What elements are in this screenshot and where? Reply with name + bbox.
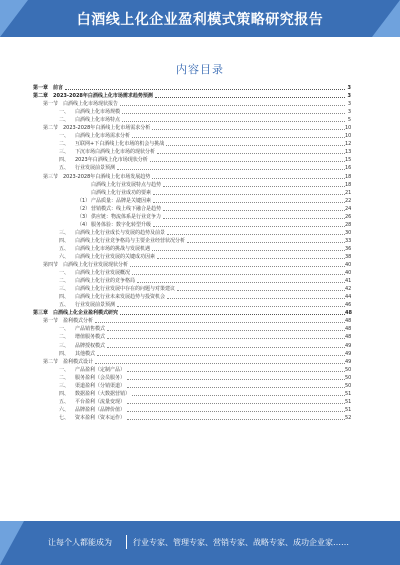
- toc-entry[interactable]: [33, 406, 351, 414]
- toc-leader-dots: [132, 269, 345, 275]
- toc-entry-page: 30: [345, 229, 352, 236]
- toc-entry-page: 48: [345, 334, 352, 341]
- toc-entry-page: 3: [347, 93, 351, 100]
- toc-entry-number: 二、: [59, 334, 70, 341]
- toc-entry-text: 资本盈利（资本运作）: [75, 414, 126, 421]
- toc-entry-page: 38: [345, 253, 352, 260]
- toc-entry-text: 渠道盈利（分销渠道）: [75, 382, 126, 389]
- toc-entry-page: 10: [345, 125, 352, 132]
- toc-leader-dots: [127, 382, 345, 388]
- toc-leader-dots: [127, 374, 345, 380]
- toc-entry-text: 白酒线上化行业发展现状分析: [63, 262, 129, 269]
- toc-entry-page: 50: [345, 382, 352, 389]
- toc-leader-dots: [153, 197, 345, 203]
- toc-entry[interactable]: [33, 245, 351, 253]
- toc-entry-page: 48: [345, 318, 352, 325]
- toc-entry-page: 13: [345, 149, 352, 156]
- toc-entry-text: 服务盈利（会员服务）: [75, 374, 126, 381]
- toc-entry-number: 一、: [59, 270, 70, 277]
- toc-leader-dots: [137, 277, 345, 283]
- toc-leader-dots: [152, 173, 345, 179]
- toc-entry[interactable]: [33, 398, 351, 406]
- footer-accent: [0, 521, 24, 565]
- toc-entry[interactable]: [33, 164, 351, 172]
- toc-entry-number: 二、: [59, 374, 70, 381]
- toc-entry-text: 产品盈利（定制产品）: [75, 366, 126, 373]
- page-footer: [0, 521, 400, 565]
- toc-entry-text: 服务体验：数字化转型升级: [91, 221, 152, 228]
- toc-entry[interactable]: [33, 140, 351, 148]
- toc-entry[interactable]: [33, 317, 351, 325]
- toc-entry-page: 51: [345, 406, 352, 413]
- toc-entry[interactable]: [33, 285, 351, 293]
- toc-leader-dots: [127, 414, 345, 420]
- toc-entry[interactable]: [33, 414, 351, 422]
- toc-entry-page: 18: [345, 173, 352, 180]
- toc-entry-number: 第一节: [43, 318, 59, 325]
- toc-entry-number: 一、: [59, 133, 70, 140]
- toc-entry[interactable]: [33, 181, 351, 189]
- toc-entry[interactable]: [33, 124, 351, 132]
- toc-entry-text: 白酒线上化行业发展特点与趋势: [91, 181, 162, 188]
- toc-leader-dots: [127, 398, 345, 404]
- toc-entry[interactable]: [33, 390, 351, 398]
- toc-entry[interactable]: [33, 116, 351, 124]
- toc-entry-page: 24: [345, 205, 352, 212]
- toc-entry-text: 白酒线上化行业发展中存在的问题与对策建议: [75, 286, 176, 293]
- toc-entry-page: 28: [345, 221, 352, 228]
- toc-entry-number: 三、: [59, 149, 70, 156]
- toc-entry-number: 第一节: [43, 101, 59, 108]
- table-of-contents: [33, 84, 351, 422]
- toc-entry-number: 第一章: [33, 85, 49, 91]
- toc-entry-number: 三、: [59, 229, 70, 236]
- toc-entry[interactable]: [33, 301, 351, 309]
- toc-leader-dots: [163, 205, 345, 211]
- toc-entry-page: 16: [345, 165, 352, 172]
- toc-entry-text: 白酒线上化行业竞争格局与主要企业经营状况分析: [75, 237, 186, 244]
- toc-leader-dots: [107, 342, 345, 348]
- toc-entry-page: 10: [345, 133, 352, 140]
- toc-entry[interactable]: [33, 221, 351, 229]
- toc-leader-dots: [117, 301, 345, 307]
- toc-heading: 内容目录: [176, 63, 224, 76]
- toc-leader-dots: [132, 390, 345, 396]
- toc-entry-text: 白酒线上化企业盈利模式研究: [53, 310, 119, 317]
- footer-slogan: 让每个人都能成为: [48, 538, 112, 547]
- toc-entry-page: 49: [345, 342, 352, 349]
- toc-entry-text: 白酒线上化市场特点: [75, 117, 121, 124]
- toc-entry-number: 三、: [59, 286, 70, 293]
- toc-entry-page: 41: [345, 278, 352, 285]
- toc-leader-dots: [163, 181, 345, 187]
- toc-entry-page: 18: [345, 181, 352, 188]
- toc-entry-text: 平台盈利（流量变现）: [75, 398, 126, 405]
- toc-entry[interactable]: [33, 350, 351, 358]
- toc-entry[interactable]: [33, 173, 351, 181]
- toc-entry-number: （4）: [77, 221, 91, 228]
- toc-entry-page: 36: [345, 245, 352, 252]
- toc-entry-number: 五、: [59, 165, 70, 172]
- toc-leader-dots: [122, 108, 345, 114]
- toc-entry[interactable]: [33, 197, 351, 205]
- toc-entry[interactable]: [33, 108, 351, 116]
- toc-entry-page: 22: [345, 197, 352, 204]
- toc-leader-dots: [152, 245, 345, 251]
- toc-entry[interactable]: [33, 333, 351, 341]
- toc-leader-dots: [153, 189, 345, 195]
- toc-leader-dots: [117, 164, 345, 170]
- toc-entry[interactable]: [33, 156, 351, 164]
- toc-entry-number: 四、: [59, 350, 70, 357]
- toc-entry-number: 第三章: [33, 310, 49, 317]
- toc-entry-page: 51: [345, 398, 352, 405]
- toc-entry-page: 15: [345, 157, 352, 164]
- toc-entry-number: 五、: [59, 245, 70, 252]
- toc-entry-text: 营销模式：线上线下融合是趋势: [91, 205, 162, 212]
- toc-entry-text: 盈利模式分析: [63, 318, 94, 325]
- toc-entry-page: 50: [345, 366, 352, 373]
- toc-entry-text: 品牌授权模式: [75, 342, 106, 349]
- toc-leader-dots: [187, 237, 345, 243]
- toc-entry-text: 白酒线上化市场的挑战与发展机遇: [75, 245, 151, 252]
- toc-entry-page: 50: [345, 374, 352, 381]
- toc-leader-dots: [130, 261, 345, 267]
- toc-entry-page: 33: [345, 237, 352, 244]
- page-header: [0, 0, 400, 37]
- toc-entry-text: 白酒线上化行业未来发展趋势与投资机会: [75, 294, 166, 301]
- toc-entry-number: 第三节: [43, 173, 59, 180]
- toc-entry-page: 3: [347, 109, 351, 116]
- toc-entry-number: （1）: [77, 197, 91, 204]
- toc-entry-text: 互联网+下白酒线上化市场的机会与挑战: [75, 141, 165, 148]
- toc-leader-dots: [65, 84, 345, 90]
- toc-entry-number: 七、: [59, 414, 70, 421]
- toc-entry-text: 行业发展前景预测: [75, 165, 116, 172]
- toc-leader-dots: [132, 132, 345, 138]
- toc-entry-number: 第二章: [33, 93, 49, 100]
- toc-leader-dots: [152, 124, 345, 130]
- toc-entry-text: 盈利模式设计: [63, 358, 94, 365]
- toc-entry-number: 第二节: [43, 125, 59, 132]
- toc-leader-dots: [107, 333, 345, 339]
- toc-entry-text: 白酒线上化市场规模: [75, 109, 121, 116]
- toc-entry-number: 四、: [59, 157, 70, 164]
- footer-divider: [126, 535, 127, 549]
- toc-leader-dots: [107, 325, 345, 331]
- toc-entry-page: 3: [347, 85, 351, 91]
- toc-entry[interactable]: [33, 132, 351, 140]
- toc-entry-number: 一、: [59, 326, 70, 333]
- toc-leader-dots: [177, 285, 345, 291]
- toc-entry-number: 六、: [59, 406, 70, 413]
- toc-entry[interactable]: [33, 92, 351, 100]
- toc-entry-text: 白酒线上化市场需求分析: [75, 133, 131, 140]
- toc-entry[interactable]: [33, 189, 351, 197]
- toc-entry-text: 前言: [53, 85, 64, 91]
- toc-entry-number: 二、: [59, 278, 70, 285]
- toc-entry[interactable]: [33, 261, 351, 269]
- toc-entry-number: 四、: [59, 294, 70, 301]
- toc-entry[interactable]: [33, 358, 351, 366]
- toc-entry-text: 2023年白酒线上化市场现状分析: [75, 157, 148, 164]
- toc-entry-number: 一、: [59, 109, 70, 116]
- toc-entry-text: 其他模式: [75, 350, 96, 357]
- toc-entry-number: 四、: [59, 237, 70, 244]
- toc-leader-dots: [120, 100, 345, 106]
- toc-entry-page: 52: [345, 414, 352, 421]
- toc-entry-text: 白酒线上化行业发展概况: [75, 270, 131, 277]
- toc-entry[interactable]: [33, 277, 351, 285]
- toc-entry[interactable]: [33, 309, 351, 317]
- toc-entry-page: 40: [345, 270, 352, 277]
- toc-leader-dots: [163, 213, 345, 219]
- toc-entry-number: （2）: [77, 205, 91, 212]
- toc-entry-text: 白酒线上化行业发展的关键成功因素: [75, 253, 156, 260]
- toc-entry-number: 第二节: [43, 358, 59, 365]
- toc-entry[interactable]: [33, 100, 351, 108]
- toc-entry-page: 42: [345, 286, 352, 293]
- toc-entry-number: 三、: [59, 342, 70, 349]
- toc-entry-text: 2023-2028年白酒线上化市场发展趋势: [63, 173, 151, 180]
- toc-entry[interactable]: [33, 325, 351, 333]
- toc-leader-dots: [120, 309, 345, 315]
- toc-entry-text: 供应链：物流体系是行业竞争力: [91, 213, 162, 220]
- toc-entry-page: 5: [347, 117, 351, 124]
- toc-entry-page: 44: [345, 294, 352, 301]
- toc-entry-page: 49: [345, 358, 352, 365]
- toc-entry-page: 26: [345, 213, 352, 220]
- toc-leader-dots: [155, 92, 345, 98]
- toc-entry-page: 48: [345, 310, 352, 317]
- toc-entry-number: 五、: [59, 302, 70, 309]
- toc-entry-page: 40: [345, 262, 352, 269]
- toc-entry-text: 2023-2028年白酒线上化市场需求趋势预测: [53, 93, 153, 100]
- toc-entry-text: 白酒线上化行业的竞争格局: [75, 278, 136, 285]
- toc-entry-page: 3: [347, 101, 351, 108]
- toc-entry-text: 2023-2028年白酒线上化市场需求分析: [63, 125, 151, 132]
- toc-entry-page: 12: [345, 141, 352, 148]
- toc-entry-text: 行业发展前景预测: [75, 302, 116, 309]
- report-title: 白酒线上化企业盈利模式策略研究报告: [76, 12, 324, 28]
- toc-entry-number: 一、: [59, 366, 70, 373]
- toc-entry-number: 三、: [59, 382, 70, 389]
- toc-entry-page: 51: [345, 390, 352, 397]
- toc-entry-page: 48: [345, 326, 352, 333]
- toc-entry-number: 二、: [59, 141, 70, 148]
- toc-entry[interactable]: [33, 342, 351, 350]
- toc-entry-text: 品牌盈利（品牌价值）: [75, 406, 126, 413]
- toc-entry-text: 下沉市场白酒线上化市场的现状分析: [75, 149, 156, 156]
- toc-entry[interactable]: [33, 84, 351, 92]
- toc-leader-dots: [167, 229, 345, 235]
- toc-entry-number: 五、: [59, 398, 70, 405]
- toc-entry[interactable]: [33, 366, 351, 374]
- toc-entry[interactable]: [33, 269, 351, 277]
- toc-entry-text: 白酒线上化市场现状报告: [63, 101, 119, 108]
- toc-entry-text: 产品销售模式: [75, 326, 106, 333]
- toc-entry[interactable]: [33, 148, 351, 156]
- toc-entry[interactable]: [33, 293, 351, 301]
- toc-leader-dots: [166, 140, 345, 146]
- toc-entry-text: 白酒线上化行业成长与发展的趋势及前景: [75, 229, 166, 236]
- toc-entry[interactable]: [33, 213, 351, 221]
- toc-entry-number: 六、: [59, 253, 70, 260]
- toc-entry-text: 数据盈利（大数据营销）: [75, 390, 131, 397]
- toc-leader-dots: [95, 358, 345, 364]
- toc-leader-dots: [157, 148, 345, 154]
- toc-entry-text: 产品质量：品牌是关键因素: [91, 197, 152, 204]
- toc-leader-dots: [95, 317, 345, 323]
- toc-leader-dots: [122, 116, 345, 122]
- toc-leader-dots: [150, 156, 345, 162]
- toc-leader-dots: [153, 221, 345, 227]
- toc-entry[interactable]: [33, 229, 351, 237]
- toc-leader-dots: [127, 366, 345, 372]
- toc-entry-page: 46: [345, 302, 352, 309]
- toc-leader-dots: [157, 253, 345, 259]
- toc-entry-number: （3）: [77, 213, 91, 220]
- toc-entry-page: 49: [345, 350, 352, 357]
- toc-entry[interactable]: [33, 382, 351, 390]
- toc-entry[interactable]: [33, 237, 351, 245]
- toc-entry-text: 增值服务模式: [75, 334, 106, 341]
- toc-entry[interactable]: [33, 253, 351, 261]
- toc-entry-number: 四、: [59, 390, 70, 397]
- toc-leader-dots: [127, 406, 345, 412]
- toc-entry-text: 白酒线上化行业成功的要素: [91, 189, 152, 196]
- toc-entry-number: 第四节: [43, 262, 59, 269]
- footer-slogan-roles: 行业专家、管理专家、营销专家、战略专家、成功企业家……: [133, 538, 349, 547]
- toc-entry[interactable]: [33, 374, 351, 382]
- toc-entry-page: 21: [345, 189, 352, 196]
- toc-leader-dots: [97, 350, 345, 356]
- toc-entry-number: 二、: [59, 117, 70, 124]
- toc-leader-dots: [167, 293, 345, 299]
- toc-entry[interactable]: [33, 205, 351, 213]
